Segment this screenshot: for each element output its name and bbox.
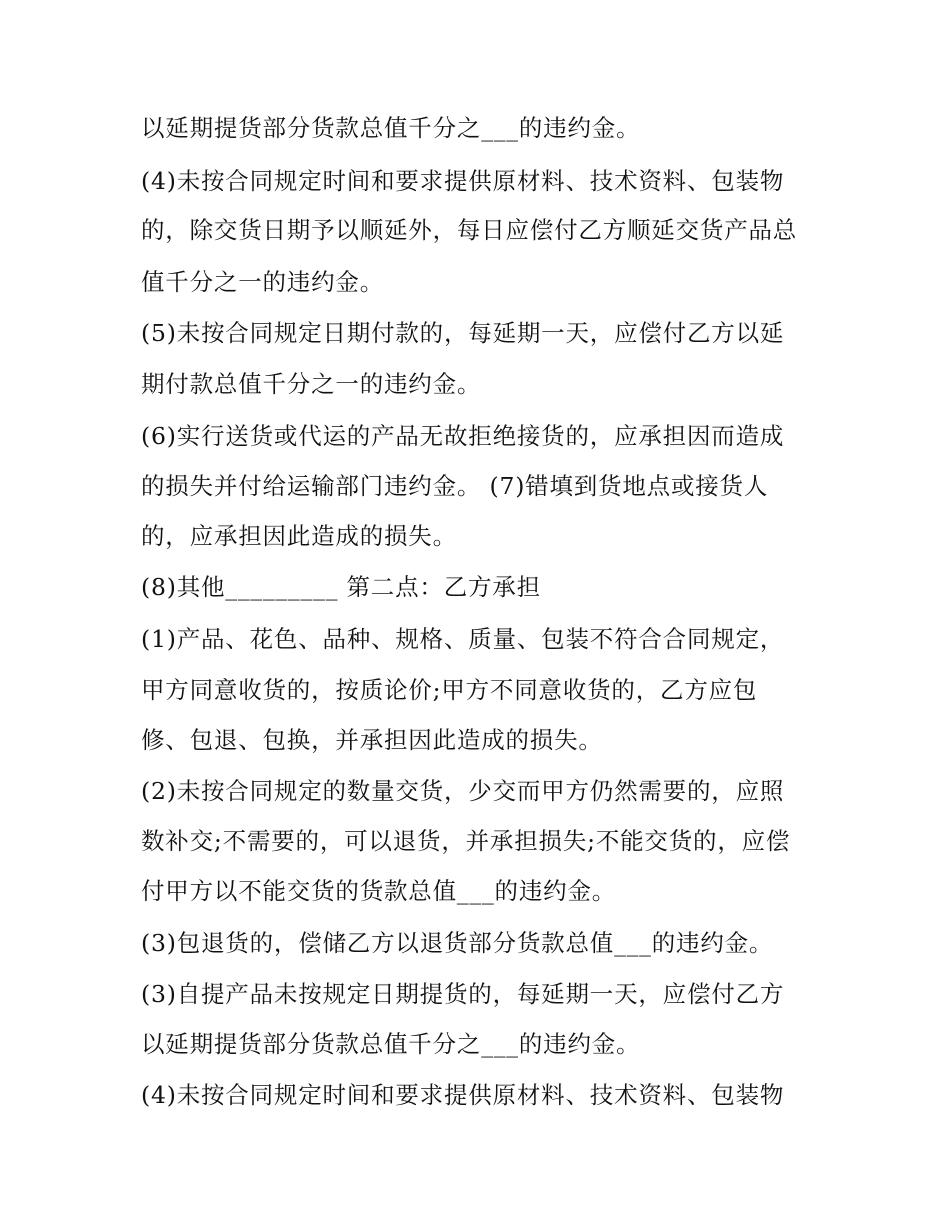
text-line: 以延期提货部分货款总值千分之___的违约金。: [141, 1030, 641, 1058]
text-line: (6)实行送货或代运的产品无故拒绝接货的，应承担因而造成: [141, 422, 785, 450]
text-line: 付甲方以不能交货的货款总值___的违约金。: [141, 877, 617, 905]
text-line: 的，除交货日期予以顺延外，每日应偿付乙方顺延交货产品总: [141, 216, 798, 244]
text-line: 以延期提货部分货款总值千分之___的违约金。: [141, 114, 641, 142]
text-line: (3)包退货的，偿储乙方以退货部分货款总值___的违约金。: [141, 929, 774, 957]
text-line: (3)自提产品未按规定日期提货的，每延期一天，应偿付乙方: [141, 980, 785, 1008]
text-line: (8)其他_________ 第二点：乙方承担: [141, 573, 541, 601]
text-line: 修、包退、包换，并承担因此造成的损失。: [141, 726, 603, 754]
text-line: (4)未按合同规定时间和要求提供原材料、技术资料、包装物: [141, 1081, 785, 1109]
text-line: (4)未按合同规定时间和要求提供原材料、技术资料、包装物: [141, 167, 785, 195]
text-line: 的损失并付给运输部门违约金。 (7)错填到货地点或接货人: [141, 472, 769, 500]
text-line: 数补交;不需要的，可以退货，并承担损失;不能交货的，应偿: [141, 827, 791, 855]
text-line: (1)产品、花色、品种、规格、质量、包装不符合合同规定，: [141, 625, 785, 653]
text-line: 值千分之一的违约金。: [141, 268, 384, 296]
text-line: 甲方同意收货的，按质论价;甲方不同意收货的，乙方应包: [141, 676, 758, 704]
text-line: (5)未按合同规定日期付款的，每延期一天，应偿付乙方以延: [141, 319, 785, 347]
text-line: 期付款总值千分之一的违约金。: [141, 370, 482, 398]
text-line: (2)未按合同规定的数量交货，少交而甲方仍然需要的，应照: [141, 777, 785, 805]
text-line: 的，应承担因此造成的损失。: [141, 522, 457, 550]
